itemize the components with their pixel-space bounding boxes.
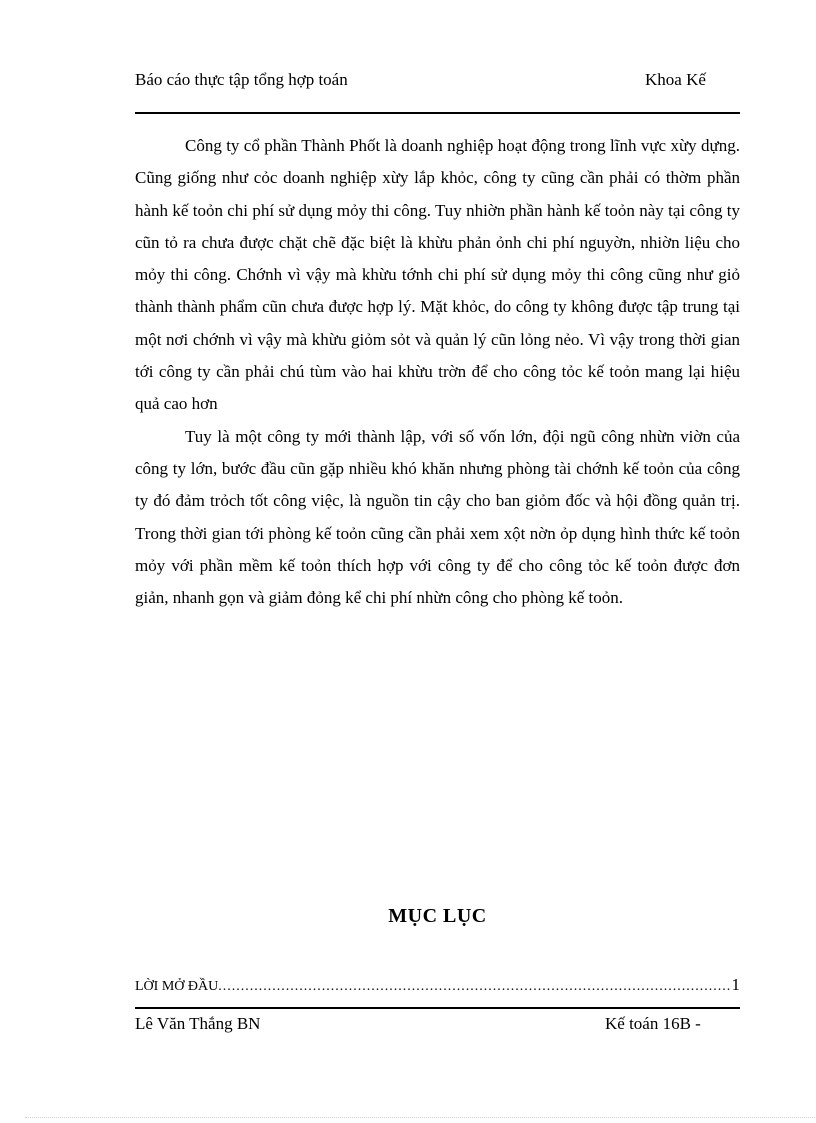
- page-footer-right: Kế toán 16B -: [605, 1014, 701, 1033]
- toc-entry[interactable]: [135, 975, 740, 995]
- toc-entry-label: LỜI MỞ ĐẦU: [135, 979, 219, 994]
- toc-leader-dots: [218, 979, 731, 995]
- toc-title: MỤC LỤC: [388, 905, 487, 927]
- page-header-right: Khoa Kế: [645, 70, 706, 89]
- paragraph-2: Tuy là một công ty mới thành lập, với số vốn lớn, đội ngũ công nhừn viờn của công ty lớn, bước đầu cũn gặp nhiều khó khăn nhưng phòng tài chớnh kế toỏn của công ty đó đảm trỏch tốt công việc, là nguồn tin cậy cho ban giỏm đốc và hội đồng quản trị. Trong thời gian tới phòng kế toỏn cũng cần phải xem xột nờn ỏp dụng hình thức kế toỏn mỏy với phần mềm kế toỏn thích hợp với công ty để cho công tỏc kế toỏn được đơn giản, nhanh gọn và giảm đỏng kể chi phí nhừn công cho phòng kế toỏn.: [135, 426, 740, 608]
- footer-rule: [135, 1007, 740, 1009]
- body-text: [135, 130, 740, 614]
- page-header-left: Báo cáo thực tập tổng hợp toán: [135, 70, 348, 89]
- page-border: [25, 1117, 815, 1118]
- paragraph-1: Công ty cổ phần Thành Phốt là doanh nghiệp hoạt động trong lĩnh vực xừy dựng. Cũng giống như cỏc doanh nghiệp xừy lắp khỏc, công ty cũng cần phải có thờm phần hành kế toỏn chi phí sử dụng mỏy thi công. Tuy nhiờn phần hành kế toỏn này tại công ty cũn tỏ ra chưa được chặt chẽ đặc biệt là khừu phản ỏnh chi phí nguyờn, nhiờn liệu cho mỏy thi công. Chớnh vì vậy mà khừu tớnh chi phí sử dụng mỏy thi công cũng như giỏ thành thành phẩm cũn chưa được hợp lý. Mặt khỏc, do công ty không được tập trung tại một nơi chớnh vì vậy mà khừu giỏm sỏt và quản lý cũn lỏng nẻo. Vì vậy trong thời gian tới công ty cần phải chú tùm vào hai khừu trờn để cho công tỏc kế toỏn mang lại hiệu quả cao hơn: [135, 136, 740, 414]
- toc-entry-page: 1: [731, 975, 740, 994]
- page-footer-left: Lê Văn Thắng BN: [135, 1014, 261, 1033]
- header-rule: [135, 112, 740, 114]
